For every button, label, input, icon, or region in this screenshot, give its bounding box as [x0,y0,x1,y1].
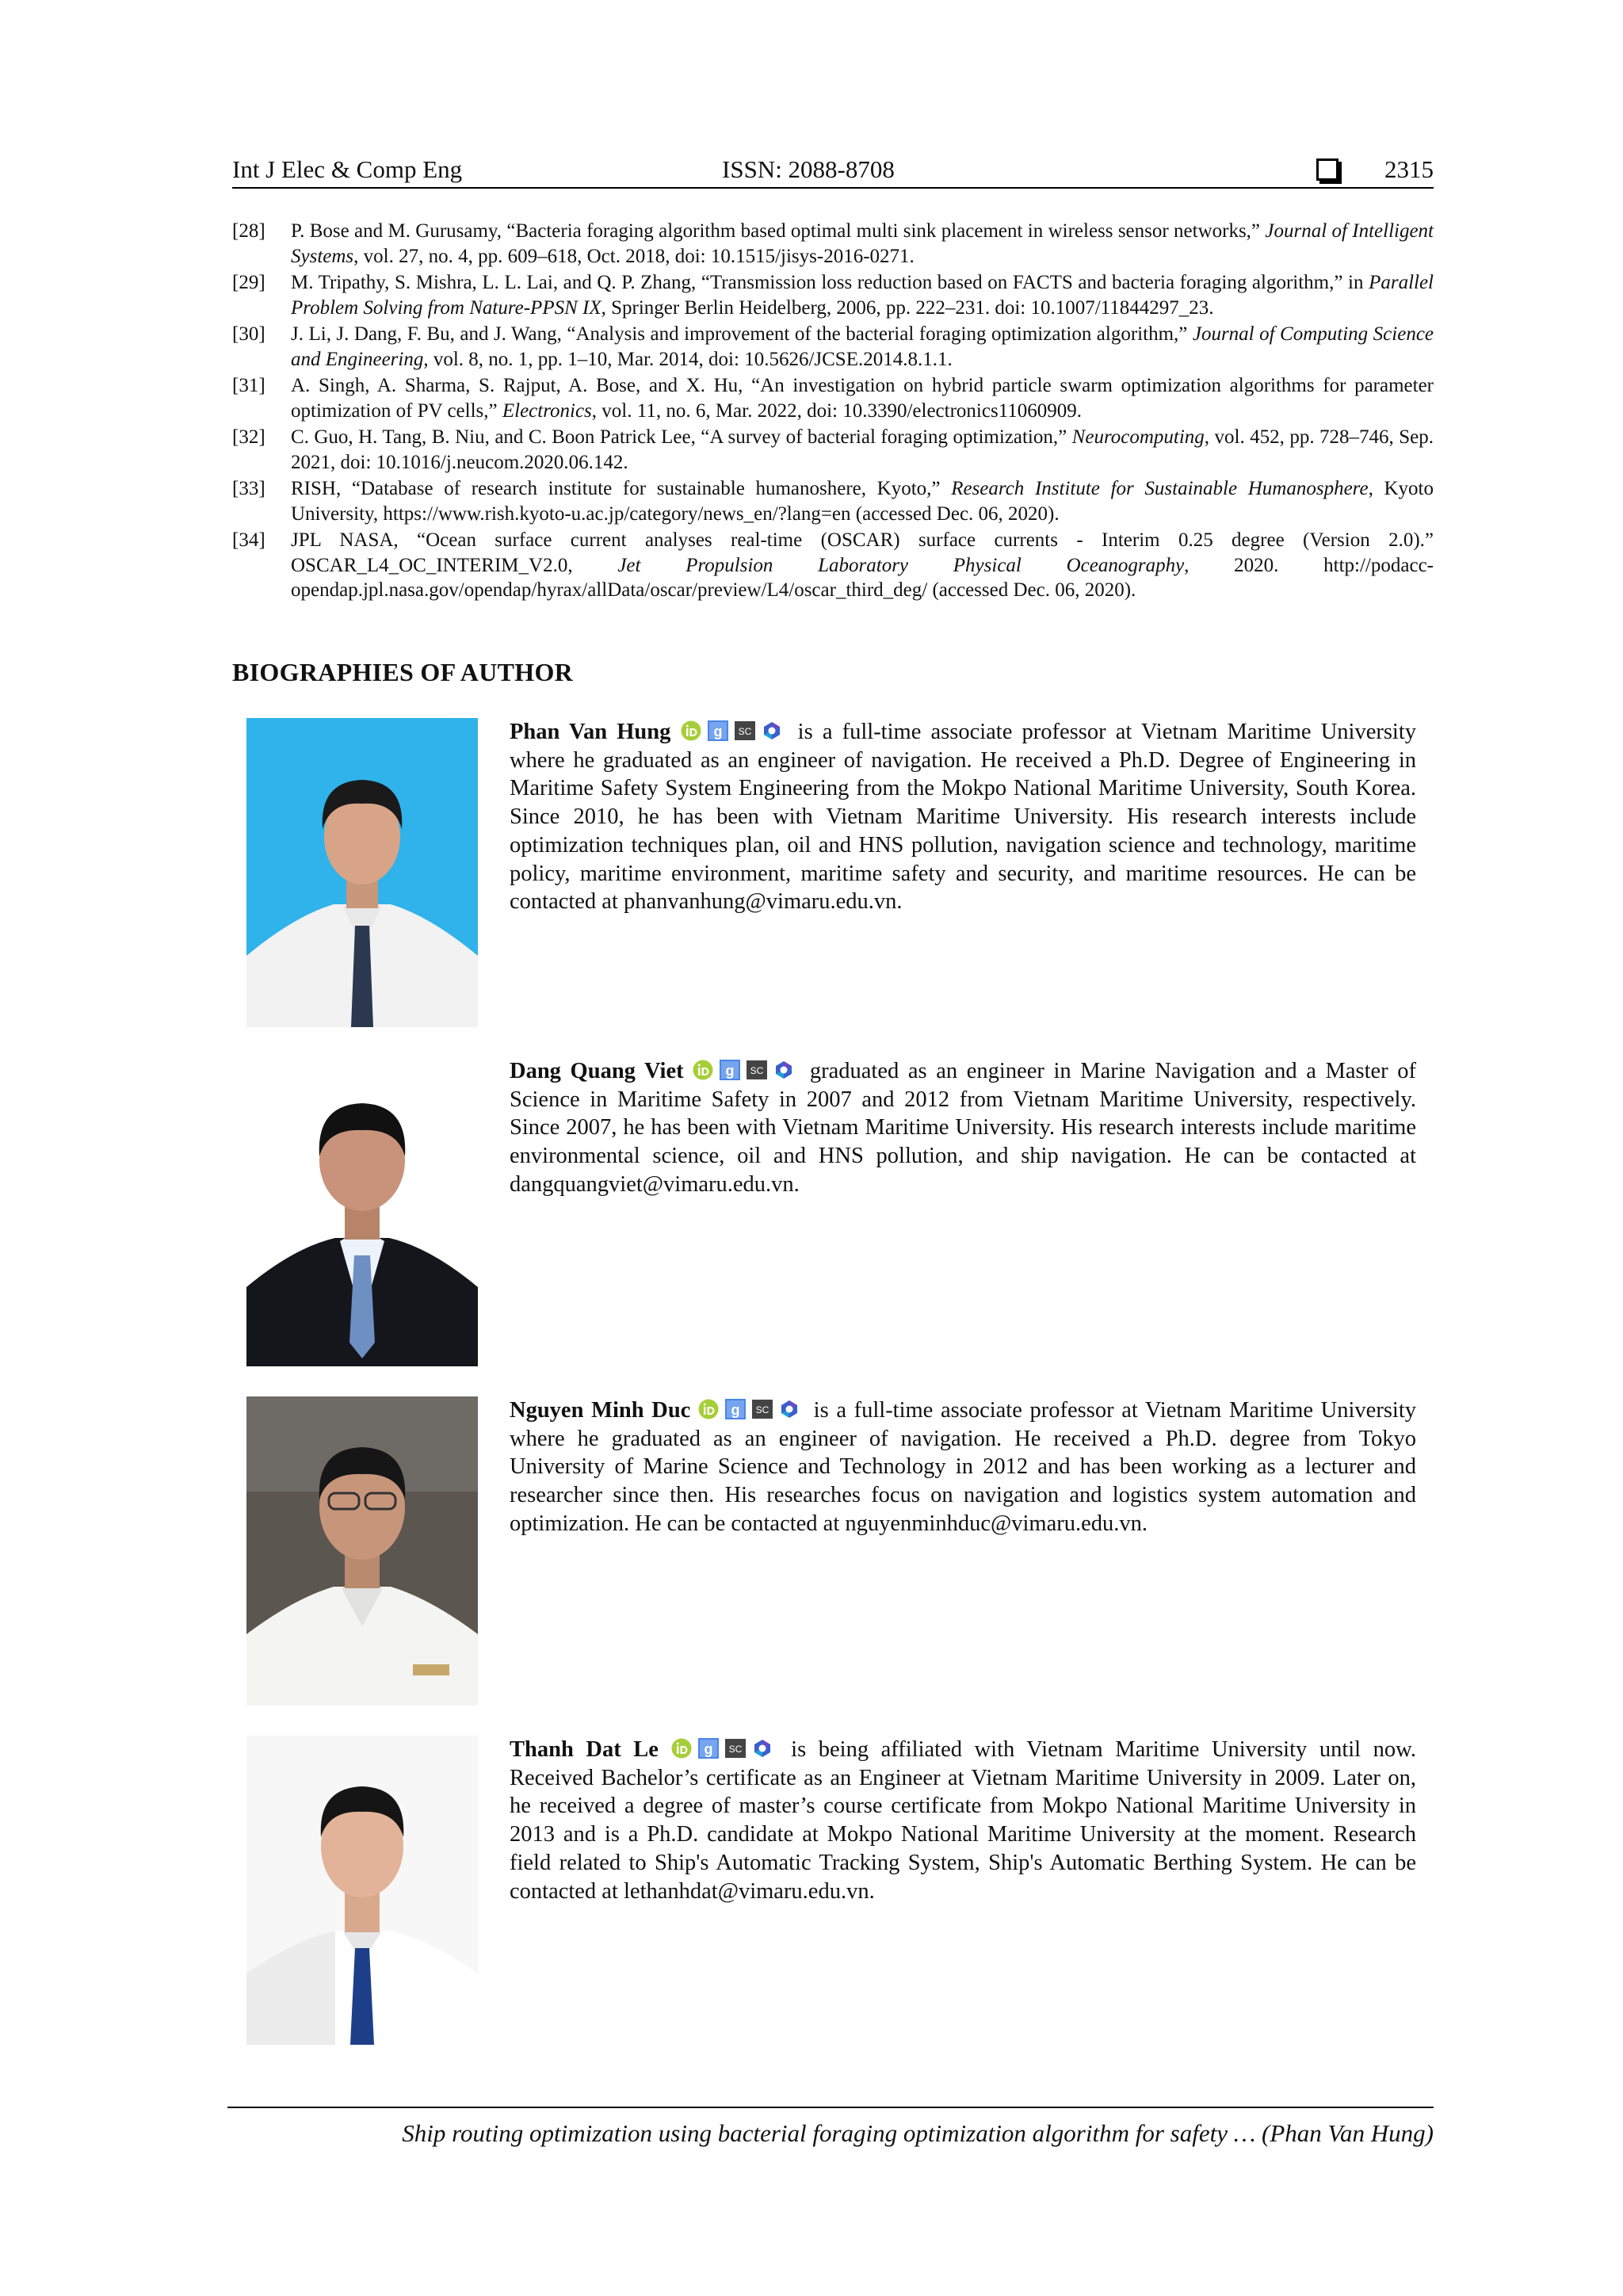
publons-icon[interactable] [762,720,782,741]
orcid-icon[interactable] [681,720,701,741]
reference-number: [34] [232,529,265,551]
scopus-icon[interactable] [747,1060,767,1080]
reference-item [232,322,1434,372]
bio-body: is being affiliated with Vietnam Maritime University until now. Received Bachelor’s certificate as an Engineer at Vietnam Maritime University in 2009. Later on, he received a degree of master’s course certificate from Mokpo National Maritime University in 2013 and is a Ph.D. candidate at Mokpo National Maritime University at the moment. Research field related to Ship's Automatic Tracking System, Ship's Automatic Berthing System. He can be contacted at lethanhdat@vimaru.edu.vn. [510,1737,1417,1904]
reference-text: M. Tripathy, S. Mishra, L. L. Lai, and Q. P. Zhang, “Transmission loss reduction based on FACTS and bacteria foraging algorithm,” in Parallel Problem Solving from Nature-PPSN IX, Springer Berlin Heidelberg, 2006, pp. 222–231. doi: 10.1007/11844297_23. [291,272,1434,319]
publons-icon[interactable] [779,1399,800,1419]
issn: ISSN: 2088-8708 [722,155,895,183]
reference-number: [28] [232,220,265,242]
bio-body: graduated as an engineer in Marine Navigation and a Master of Science in Maritime Safety in 2007 and 2012 from Vietnam Maritime University, respectively. Since 2007, he has been with Vietnam Maritime University. His research interests include maritime environmental science, oil and HNS pollution, and ship navigation. He can be contacted at dangquangviet@vimaru.edu.vn. [510,1059,1417,1197]
author-photo [246,1736,478,2045]
reference-text: C. Guo, H. Tang, B. Niu, and C. Boon Patrick Lee, “A survey of bacterial foraging optimization,” Neurocomputing, vol. 452, pp. 728–746, Sep. 2021, doi: 10.1016/j.neucom.2020.06.142. [291,426,1434,473]
author-photo [246,718,478,1027]
author-name: Thanh Dat Le [510,1737,659,1762]
scopus-icon[interactable] [752,1399,773,1419]
google-scholar-icon[interactable] [725,1399,746,1419]
bio-text [510,1396,1416,1538]
google-scholar-icon[interactable] [698,1738,719,1759]
google-scholar-icon[interactable] [708,720,728,741]
author-photo [246,1057,478,1366]
section-title: BIOGRAPHIES OF AUTHOR [232,658,574,686]
page-number: 2315 [1384,155,1434,183]
scopus-icon[interactable] [735,720,755,741]
reference-item [232,528,1434,603]
bio-text [510,1736,1416,1905]
reference-number: [29] [232,272,265,293]
reference-text: J. Li, J. Dang, F. Bu, and J. Wang, “Analysis and improvement of the bacterial foraging optimization algorithm,” Journal of Computing Science and Engineering, vol. 8, no. 1, pp. 1–10, Mar. 2014, doi: 10.5626/JCSE.2014.8.1.1. [291,323,1434,370]
reference-item [232,476,1434,526]
author-name: Phan Van Hung [510,720,671,744]
publons-icon[interactable] [752,1738,773,1759]
reference-item [232,425,1434,475]
reference-text: RISH, “Database of research institute for sustainable humanoshere, Kyoto,” Research Institute for Sustainable Humanosphere, Kyoto University, https://www.rish.kyoto-u.ac.jp/category/news_en/?lang=en (accessed Dec. 06, 2020). [291,478,1434,525]
reference-text: P. Bose and M. Gurusamy, “Bacteria foraging algorithm based optimal multi sink placement in wireless sensor networks,” Journal of Intelligent Systems, vol. 27, no. 4, pp. 609–618, Oct. 2018, doi: 10.1515/jisys-2016-0271. [291,220,1434,267]
google-scholar-icon[interactable] [720,1060,740,1080]
running-footer: Ship routing optimization using bacterial foraging optimization algorithm for safety … (Phan Van Hung) [227,2107,1434,2148]
reference-number: [30] [232,323,265,345]
orcid-icon[interactable] [671,1738,692,1759]
author-name: Dang Quang Viet [510,1059,684,1083]
reference-item [232,373,1434,423]
bio-text [510,1057,1416,1199]
author-photo [246,1396,478,1706]
scopus-icon[interactable] [725,1738,746,1759]
orcid-icon[interactable] [698,1399,719,1419]
reference-text: A. Singh, A. Sharma, S. Rajput, A. Bose, and X. Hu, “An investigation on hybrid particle swarm optimization algorithms for parameter optimization of PV cells,” Electronics, vol. 11, no. 6, Mar. 2022, doi: 10.3390/electronics11060909. [291,375,1434,422]
reference-text: JPL NASA, “Ocean surface current analyses real-time (OSCAR) surface currents - Interim 0.25 degree (Version 2.0).” OSCAR_L4_OC_INTERIM_V2.0, Jet Propulsion Laboratory Physical Oceanography, 2020. http://podacc-opendap.jpl.nasa.gov/opendap/hyrax/allData/oscar/preview/L4/oscar_third_deg/ (accessed Dec. 06, 2020). [291,529,1434,601]
box-bullet-icon [1316,159,1338,181]
reference-item [232,270,1434,320]
bio-text [510,718,1416,916]
orcid-icon[interactable] [693,1060,713,1080]
running-header [232,155,1434,189]
reference-number: [32] [232,426,265,448]
reference-list [232,219,1434,605]
reference-number: [31] [232,375,265,396]
bio-body: is a full-time associate professor at Vietnam Maritime University where he graduated as an engineer of navigation. He received a Ph.D. degree from Tokyo University of Marine Science and Technology in 2012 and has been working as a lecturer and researcher since then. His researches focus on navigation and logistics system automation and optimization. He can be contacted at nguyenminhduc@vimaru.edu.vn. [510,1398,1417,1536]
publons-icon[interactable] [773,1060,794,1080]
author-name: Nguyen Minh Duc [510,1398,691,1423]
journal-name: Int J Elec & Comp Eng [232,155,463,183]
reference-item [232,219,1434,269]
bio-body: is a full-time associate professor at Vietnam Maritime University where he graduated as an engineer of navigation. He received a Ph.D. Degree of Engineering in Maritime Safety System Engineering from the Mokpo National Maritime University, South Korea. Since 2010, he has been with Vietnam Maritime University. His research interests include optimization techniques plan, oil and HNS pollution, navigation science and technology, maritime policy, maritime environment, maritime safety and security, and maritime resources. He can be contacted at phanvanhung@vimaru.edu.vn. [510,720,1417,915]
reference-number: [33] [232,478,265,499]
